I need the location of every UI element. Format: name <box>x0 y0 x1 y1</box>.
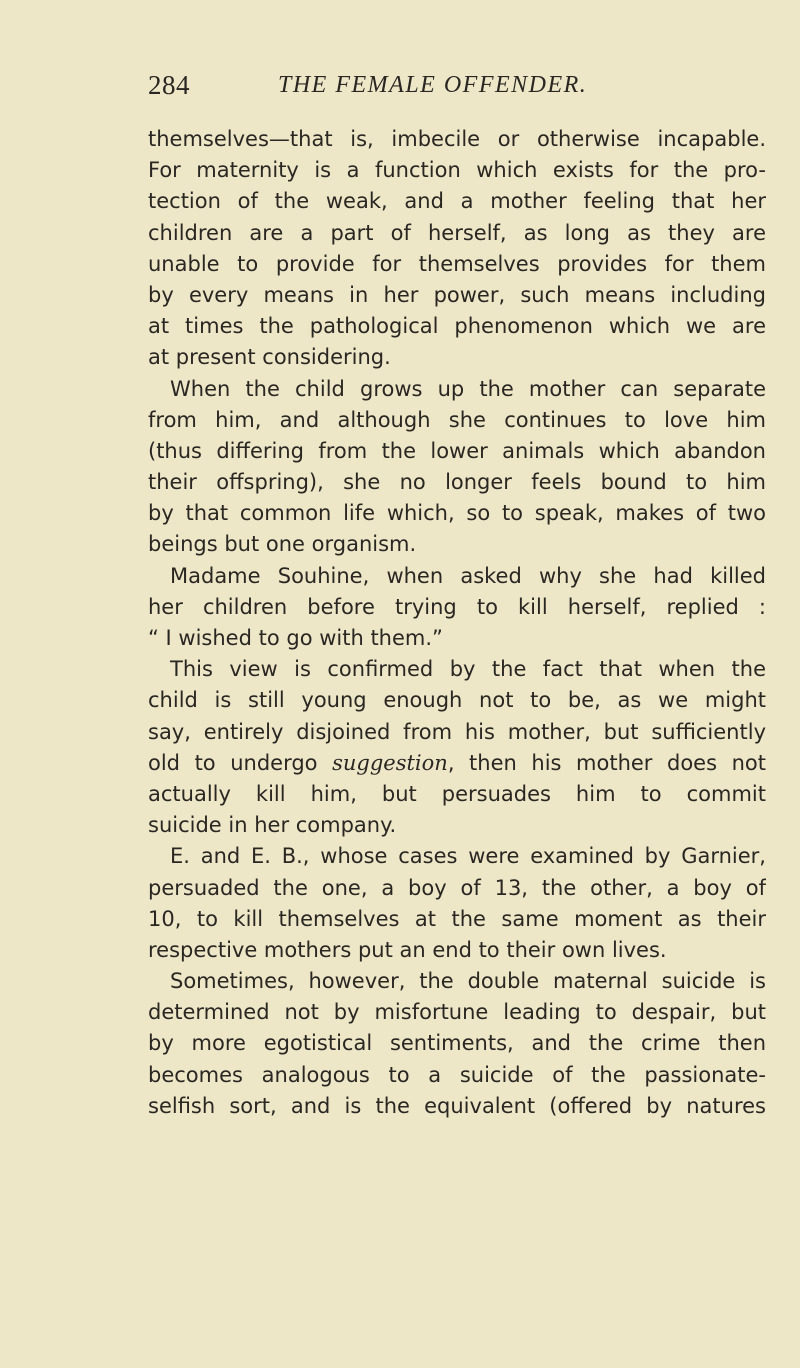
text-line: becomes analogous to a suicide of the passionate- <box>148 1062 766 1087</box>
text-line: actually kill him, but persuades him to commit <box>148 781 766 806</box>
text-line: determined not by misfortune leading to despair, but <box>148 1000 766 1025</box>
text-line: E. and E. B., whose cases were examined by Garnier, <box>170 844 766 869</box>
text-line: “ I wished to go with them.” <box>148 626 443 650</box>
text-line: their offspring), she no longer feels bound to him <box>148 470 766 495</box>
text-line: tection of the weak, and a mother feeling that her <box>148 189 766 214</box>
text-line: at times the pathological phenomenon which we are <box>148 314 766 339</box>
running-head: THE FEMALE OFFENDER. <box>278 72 588 98</box>
text-line: at present considering. <box>148 345 391 370</box>
text-line: Sometimes, however, the double maternal suicide is <box>170 969 766 994</box>
text-line: (thus differing from the lower animals which abandon <box>148 438 766 463</box>
text-line: say, entirely disjoined from his mother, but sufficiently <box>148 719 766 744</box>
text-line: from him, and although she continues to love him <box>148 407 766 432</box>
text-line-with-italic <box>148 748 766 779</box>
text-segment: old to undergo <box>148 750 333 775</box>
text-line: Madame Souhine, when asked why she had killed <box>170 563 766 588</box>
text-line: unable to provide for themselves provides for them <box>148 251 766 276</box>
italic-word: suggestion <box>332 750 448 775</box>
body-text <box>148 124 766 1122</box>
text-line: For maternity is a function which exists for the pro- <box>148 158 766 183</box>
text-line: her children before trying to kill herself, replied : <box>148 594 766 619</box>
text-line: themselves—that is, imbecile or otherwise incapable. <box>148 127 766 151</box>
text-line: This view is confirmed by the fact that when the <box>170 657 766 682</box>
text-line: respective mothers put an end to their own lives. <box>148 937 667 962</box>
page-header <box>148 70 668 110</box>
text-segment: , then his mother does not <box>447 750 766 775</box>
text-line: 10, to kill themselves at the same moment as their <box>148 906 766 931</box>
text-line: by every means in her power, such means including <box>148 282 766 307</box>
text-line: selfish sort, and is the equivalent (offered by natures <box>148 1093 766 1118</box>
text-line: child is still young enough not to be, as we might <box>148 688 766 713</box>
text-line: When the child grows up the mother can separate <box>170 376 766 401</box>
text-line: children are a part of herself, as long as they are <box>148 220 766 245</box>
text-line: suicide in her company. <box>148 813 397 838</box>
page-number: 284 <box>148 70 190 100</box>
text-line: beings but one organism. <box>148 532 417 557</box>
text-line: persuaded the one, a boy of 13, the other, a boy of <box>148 875 766 900</box>
text-line: by that common life which, so to speak, makes of two <box>148 501 766 526</box>
text-line: by more egotistical sentiments, and the crime then <box>148 1031 766 1056</box>
